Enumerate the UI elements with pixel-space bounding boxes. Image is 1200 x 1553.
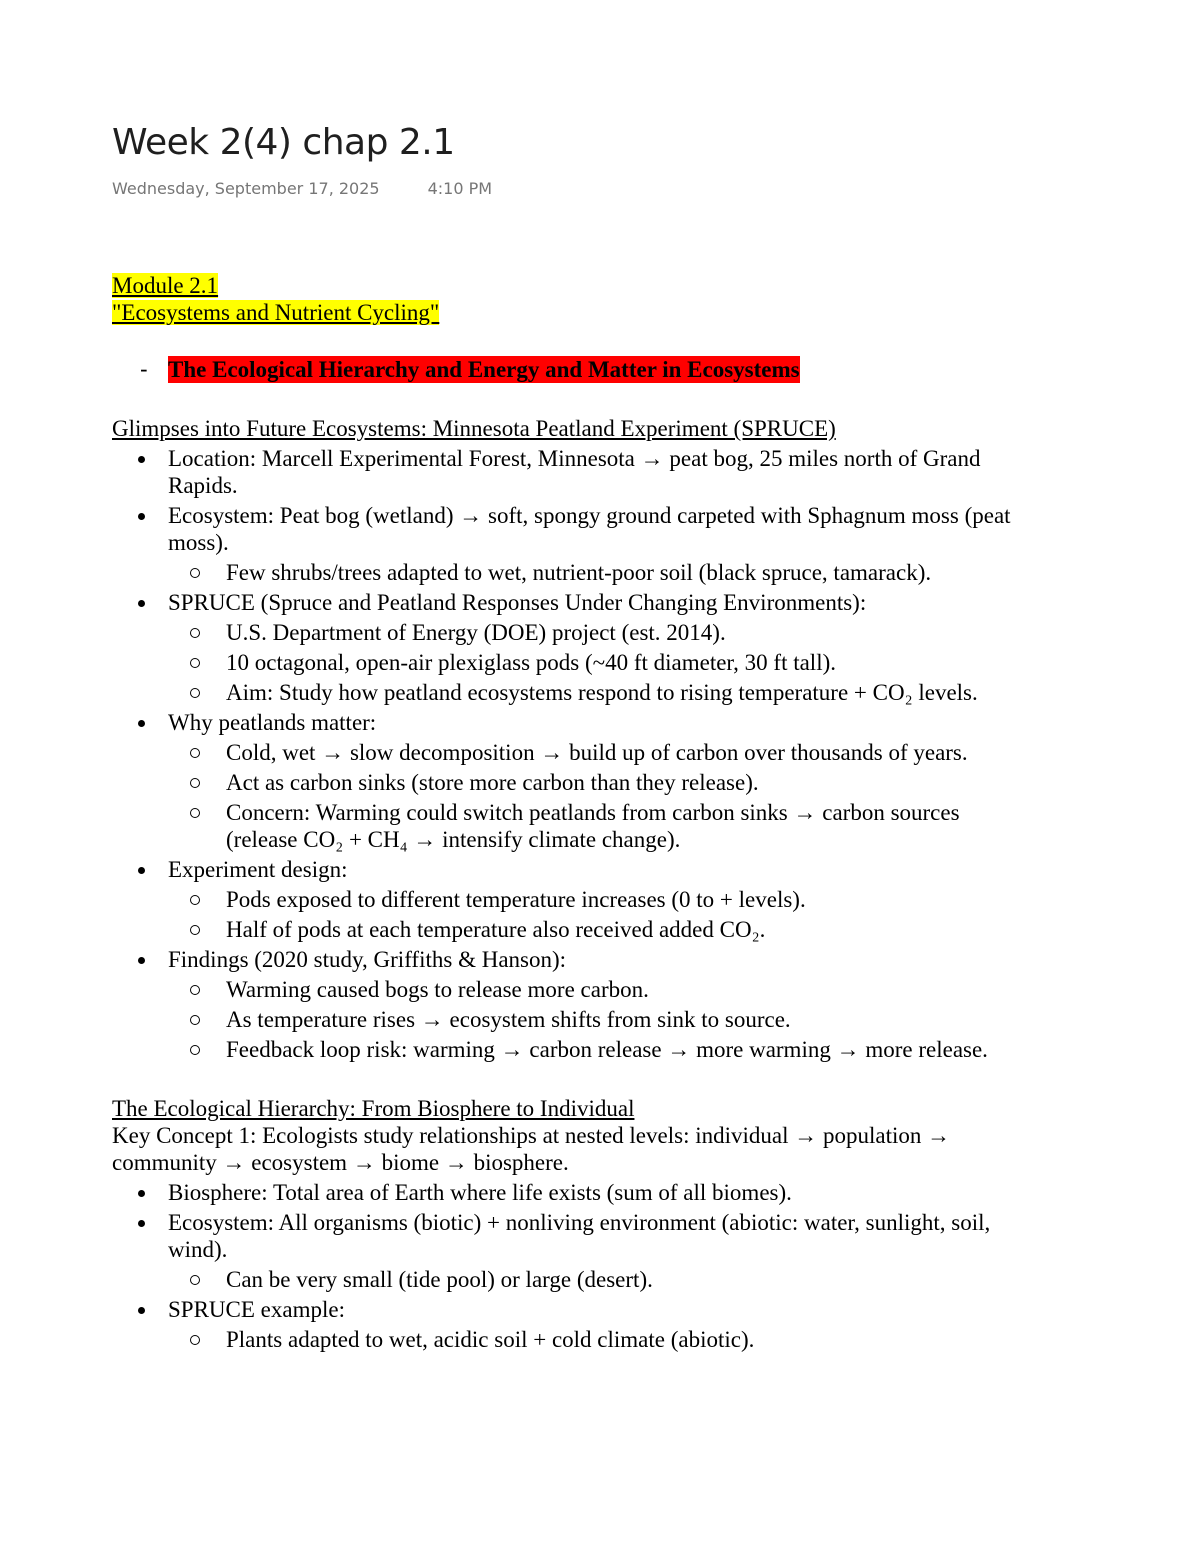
dash-marker: - — [140, 356, 148, 382]
circle-bullet-icon — [190, 925, 200, 935]
module-label-line — [112, 272, 1017, 299]
spruce-list — [112, 445, 1017, 1063]
module-label: Module 2.1 — [112, 273, 219, 298]
sub-list-item — [112, 649, 1017, 676]
list-item-text: Biosphere: Total area of Earth where life exists (sum of all biomes). — [168, 1180, 792, 1205]
circle-bullet-icon — [190, 1045, 200, 1055]
sub-list-item-text: Warming caused bogs to release more carbon. — [226, 977, 649, 1002]
circle-bullet-icon — [190, 748, 200, 758]
list-item-text: Findings (2020 study, Griffiths & Hanson): — [168, 947, 567, 972]
list-item — [112, 502, 1017, 586]
sub-list-item-text: As temperature rises → ecosystem shifts from sink to source. — [226, 1007, 791, 1032]
list-item-text: Location: Marcell Experimental Forest, Minnesota → peat bog, 25 miles north of Grand Rapids. — [168, 446, 981, 498]
list-item — [112, 709, 1017, 853]
list-item-text: Why peatlands matter: — [168, 710, 377, 735]
page-title: Week 2(4) chap 2.1 — [112, 122, 455, 163]
circle-bullet-icon — [190, 895, 200, 905]
circle-bullet-icon — [190, 1335, 200, 1345]
list-item-text: Ecosystem: Peat bog (wetland) → soft, spongy ground carpeted with Sphagnum moss (peat moss). — [168, 503, 1011, 555]
list-item — [112, 589, 1017, 706]
sub-list — [168, 886, 1017, 943]
circle-bullet-icon — [190, 985, 200, 995]
list-item-text: Experiment design: — [168, 857, 348, 882]
bullet-icon — [138, 513, 145, 520]
sub-list-item-text: Aim: Study how peatland ecosystems respond to rising temperature + CO₂ levels. — [226, 680, 978, 705]
list-item — [112, 1296, 1017, 1353]
circle-bullet-icon — [190, 808, 200, 818]
sub-list-item-text: Plants adapted to wet, acidic soil + cold climate (abiotic). — [226, 1327, 755, 1352]
sub-list-item — [112, 559, 1017, 586]
list-item-text: SPRUCE example: — [168, 1297, 345, 1322]
sub-list — [168, 739, 1017, 853]
hierarchy-list — [112, 1179, 1017, 1353]
list-item — [112, 1179, 1017, 1206]
sub-list-item-text: Cold, wet → slow decomposition → build up of carbon over thousands of years. — [226, 740, 968, 765]
sub-list — [168, 1266, 1017, 1293]
list-item — [112, 856, 1017, 943]
sub-list-item — [112, 976, 1017, 1003]
sub-list-item — [112, 1266, 1017, 1293]
sub-list-item-text: 10 octagonal, open-air plexiglass pods (~40 ft diameter, 30 ft tall). — [226, 650, 836, 675]
list-item-text: Ecosystem: All organisms (biotic) + nonliving environment (abiotic: water, sunlight, soil, wind). — [168, 1210, 991, 1262]
sub-list-item-text: Act as carbon sinks (store more carbon than they release). — [226, 770, 759, 795]
note-body — [112, 272, 1017, 1353]
sub-list — [168, 559, 1017, 586]
list-item — [112, 946, 1017, 1063]
sub-list-item — [112, 916, 1017, 943]
page-date: Wednesday, September 17, 2025 — [112, 179, 380, 198]
circle-bullet-icon — [190, 1015, 200, 1025]
sub-list — [168, 976, 1017, 1063]
sub-list — [168, 619, 1017, 706]
sub-list-item — [112, 1326, 1017, 1353]
sub-list-item-text: Concern: Warming could switch peatlands from carbon sinks → carbon sources (release CO₂ + CH₄ → intensify climate change). — [226, 800, 960, 852]
bullet-icon — [138, 720, 145, 727]
sub-list-item — [112, 1006, 1017, 1033]
bullet-icon — [138, 1190, 145, 1197]
sub-list-item — [112, 1036, 1017, 1063]
circle-bullet-icon — [190, 568, 200, 578]
sub-list-item-text: Half of pods at each temperature also received added CO₂. — [226, 917, 766, 942]
list-item — [112, 445, 1017, 499]
sub-list-item-text: Few shrubs/trees adapted to wet, nutrient-poor soil (black spruce, tamarack). — [226, 560, 932, 585]
sub-list-item — [112, 619, 1017, 646]
circle-bullet-icon — [190, 688, 200, 698]
bullet-icon — [138, 456, 145, 463]
key-concept: Key Concept 1: Ecologists study relationships at nested levels: individual → population → community → ecosystem → biome → biosphere. — [112, 1123, 951, 1175]
module-subtitle: "Ecosystems and Nutrient Cycling" — [112, 300, 440, 325]
sub-list-item-text: Pods exposed to different temperature increases (0 to + levels). — [226, 887, 806, 912]
sub-list-item — [112, 799, 1017, 853]
circle-bullet-icon — [190, 778, 200, 788]
circle-bullet-icon — [190, 628, 200, 638]
sub-list-item-text: Can be very small (tide pool) or large (desert). — [226, 1267, 653, 1292]
page-meta — [112, 179, 492, 198]
bullet-icon — [138, 1220, 145, 1227]
section-heading-spruce: Glimpses into Future Ecosystems: Minnesota Peatland Experiment (SPRUCE) — [112, 416, 836, 441]
bullet-icon — [138, 957, 145, 964]
circle-bullet-icon — [190, 1275, 200, 1285]
sub-list — [168, 1326, 1017, 1353]
sub-list-item — [112, 679, 1017, 706]
sub-list-item-text: Feedback loop risk: warming → carbon release → more warming → more release. — [226, 1037, 988, 1062]
red-heading: The Ecological Hierarchy and Energy and Matter in Ecosystems — [168, 357, 800, 382]
sub-list-item — [112, 769, 1017, 796]
page-time: 4:10 PM — [427, 179, 493, 198]
sub-list-item — [112, 739, 1017, 766]
module-subtitle-line — [112, 299, 1017, 326]
section-heading-hierarchy: The Ecological Hierarchy: From Biosphere to Individual — [112, 1096, 635, 1121]
bullet-icon — [138, 867, 145, 874]
red-heading-line — [112, 356, 1017, 383]
list-item-text: SPRUCE (Spruce and Peatland Responses Under Changing Environments): — [168, 590, 867, 615]
sub-list-item-text: U.S. Department of Energy (DOE) project (est. 2014). — [226, 620, 726, 645]
bullet-icon — [138, 1307, 145, 1314]
list-item — [112, 1209, 1017, 1293]
bullet-icon — [138, 600, 145, 607]
circle-bullet-icon — [190, 658, 200, 668]
sub-list-item — [112, 886, 1017, 913]
